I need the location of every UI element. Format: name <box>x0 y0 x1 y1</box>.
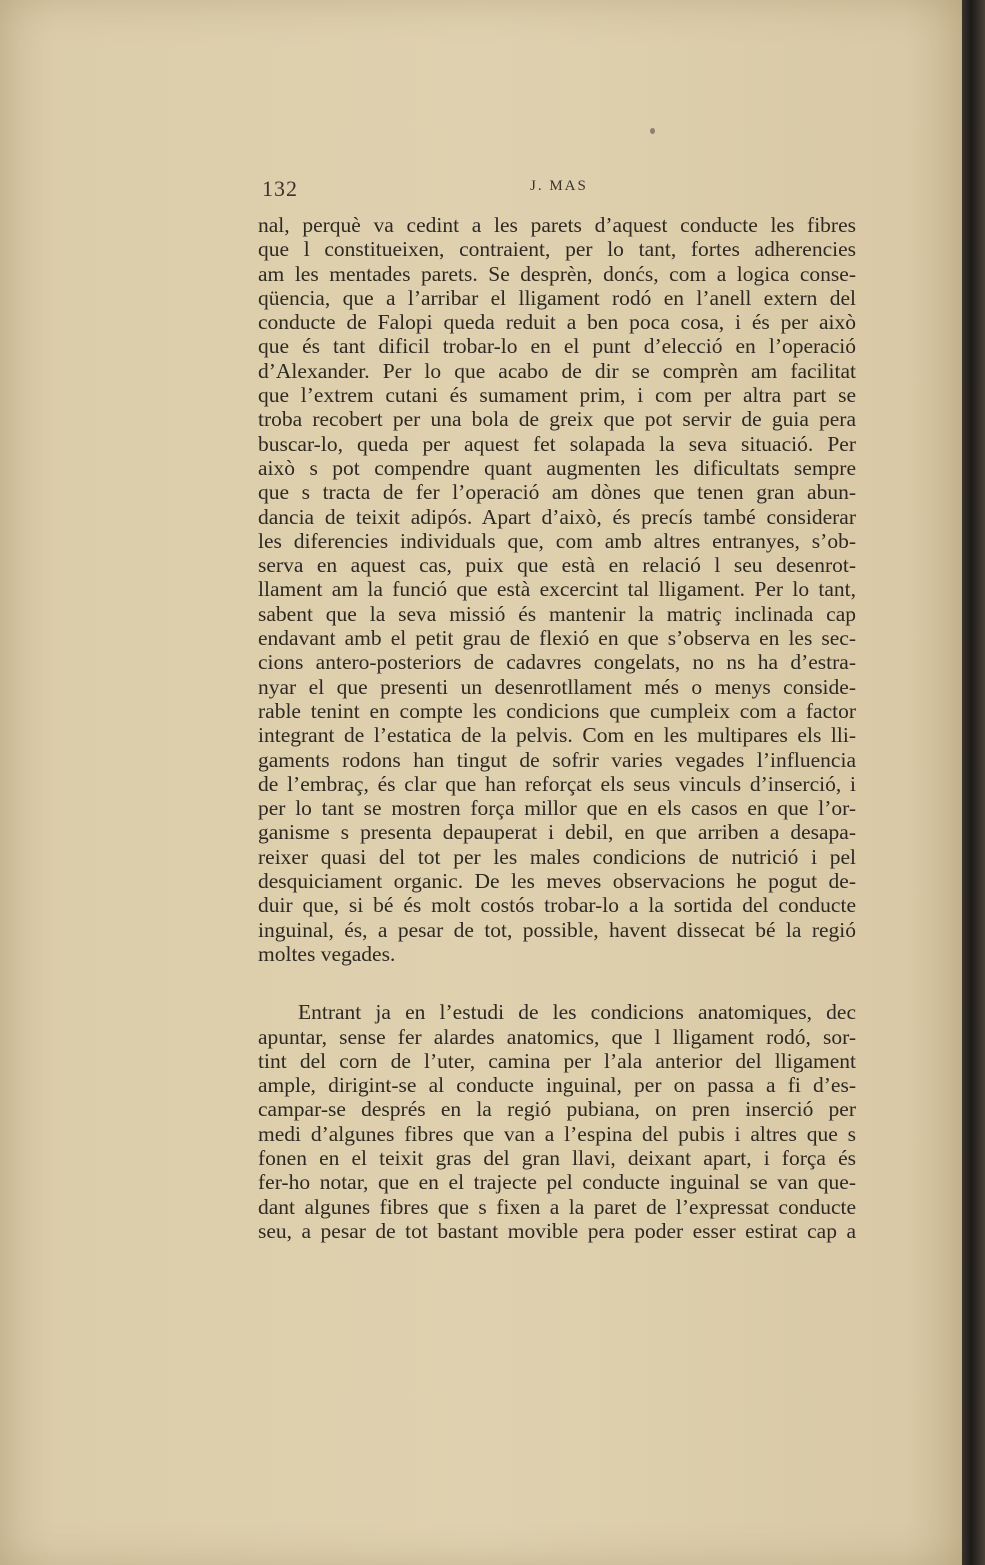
paragraph-1 <box>258 213 856 966</box>
text-line: de l’embraç, és clar que han reforçat els seus vinculs d’inserció, i <box>258 771 856 796</box>
text-line: buscar-lo, queda per aquest fet solapada la seva situació. Per <box>258 431 856 456</box>
text-line: endavant amb el petit grau de flexió en que s’observa en les sec- <box>258 626 856 651</box>
text-line: reixer quasi del tot per les males condicions de nutrició i pel <box>258 844 856 869</box>
text-line: tint del corn de l’uter, camina per l’ala anterior del lligament <box>258 1048 856 1073</box>
text-line: ample, dirigint-se al conducte inguinal, per on passa a fi d’es- <box>258 1073 856 1098</box>
text-line: nyar el que presenti un desenrotllament més o menys conside- <box>258 674 856 699</box>
running-head <box>262 176 862 202</box>
text-line: inguinal, és, a pesar de tot, possible, havent dissecat bé la regió <box>258 917 856 942</box>
text-line: dancia de teixit adipós. Apart d’això, és precís també considerar <box>258 504 856 529</box>
text-line: qüencia, que a l’arribar el lligament rodó en l’anell extern del <box>258 285 856 310</box>
text-line: fonen en el teixit gras del gran llavi, deixant apart, i força és <box>258 1145 856 1170</box>
text-line: ganisme s presenta depauperat i debil, en que arriben a desapa- <box>258 820 856 845</box>
paragraph-spacer <box>258 966 856 1000</box>
text-line: llament am la funció que està excercint tal lligament. Per lo tant, <box>258 577 856 602</box>
text-line: moltes vegades. <box>258 941 396 966</box>
ink-spot <box>650 128 655 134</box>
paragraph-2 <box>258 1000 856 1243</box>
text-line: d’Alexander. Per lo que acabo de dir se comprèn am facilitat <box>258 358 856 383</box>
text-line: seu, a pesar de tot bastant movible pera poder esser estirat cap a <box>258 1218 856 1243</box>
text-line: integrant de l’estatica de la pelvis. Com en les multipares els lli- <box>258 723 856 748</box>
body-text <box>258 213 856 1243</box>
text-line: això s pot compendre quant augmenten les dificultats sempre <box>258 455 856 480</box>
running-title: J. MAS <box>530 178 588 194</box>
text-line: nal, perquè va cedint a les parets d’aquest conducte les fibres <box>258 213 856 237</box>
text-line: am les mentades parets. Se desprèn, donćs, com a logica conse- <box>258 261 856 286</box>
text-line: serva en aquest cas, puix que està en relació l seu desenrot- <box>258 553 856 578</box>
page-number: 132 <box>262 176 298 201</box>
text-line: duir que, si bé és molt costós trobar-lo a la sortida del conducte <box>258 893 856 918</box>
text-line: rable tenint en compte les condicions que cumpleix com a factor <box>258 698 856 723</box>
text-line: que s tracta de fer l’operació am dònes que tenen gran abun- <box>258 480 856 505</box>
text-line: dant algunes fibres que s fixen a la paret de l’expressat conducte <box>258 1194 856 1219</box>
text-line: troba recobert per una bola de greix que pot servir de guia pera <box>258 407 856 432</box>
text-line: sabent que la seva missió és mantenir la matriç inclinada cap <box>258 601 856 626</box>
text-line: campar-se després en la regió pubiana, on pren inserció per <box>258 1097 856 1122</box>
text-line: que l constitueixen, contraient, per lo tant, fortes adherencies <box>258 237 856 262</box>
text-line: gaments rodons han tingut de sofrir varies vegades l’influencia <box>258 747 856 772</box>
text-line: cions antero-posteriors de cadavres congelats, no ns ha d’estra- <box>258 650 856 675</box>
text-line: per lo tant se mostren força millor que en els casos en que l’or- <box>258 796 856 821</box>
text-line: apuntar, sense fer alardes anatomics, que l lligament rodó, sor- <box>258 1024 856 1049</box>
text-line: que és tant dificil trobar-lo en el punt d’elecció en l’operació <box>258 334 856 359</box>
text-line: Entrant ja en l’estudi de les condicions anatomiques, dec <box>298 1000 856 1025</box>
text-line: fer-ho notar, que en el trajecte pel conducte inguinal se van que- <box>258 1170 856 1195</box>
page-edge-shadow <box>962 0 985 1565</box>
text-line: desquiciament organic. De les meves observacions he pogut de- <box>258 869 856 894</box>
text-line: les diferencies individuals que, com amb altres entranyes, s’ob- <box>258 528 856 553</box>
text-line: medi d’algunes fibres que van a l’espina del pubis i altres que s <box>258 1121 856 1146</box>
text-line: que l’extrem cutani és sumament prim, i com per altra part se <box>258 383 856 408</box>
text-line: conducte de Falopi queda reduit a ben poca cosa, i és per això <box>258 310 856 335</box>
